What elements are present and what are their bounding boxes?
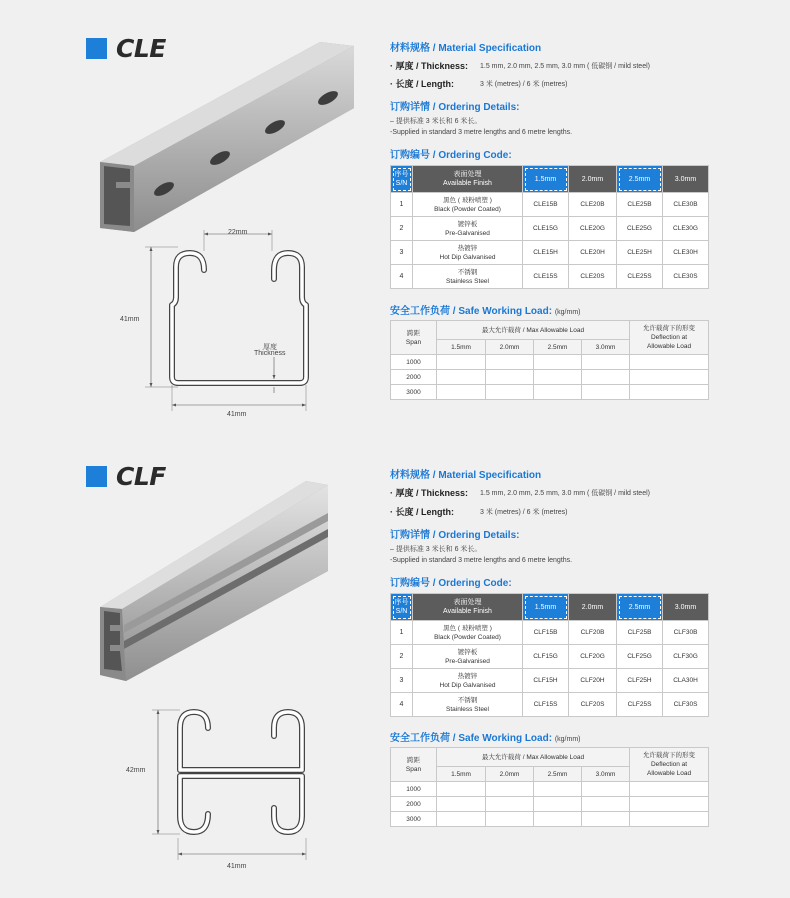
dim-top: 22mm	[228, 229, 248, 236]
code-cell: CLE30H	[663, 241, 709, 265]
code-cell: CLF20B	[569, 621, 617, 645]
code-cell: CLF25S	[617, 693, 663, 717]
dim-width: 41mm	[227, 863, 247, 870]
row-finish: 热镀锌 Hot Dip Galvanised	[413, 241, 523, 265]
table-row	[391, 645, 709, 669]
model-title: CLE	[116, 34, 166, 63]
table-row	[391, 385, 709, 400]
span-cell: 1000	[391, 782, 437, 797]
ordering-note-en: -Supplied in standard 3 metre lengths and 6 metre lengths.	[390, 129, 573, 136]
thickness-header: 2.5mm	[534, 340, 582, 355]
code-cell: CLE20G	[569, 217, 617, 241]
sn-header: 序号 S/N	[391, 594, 413, 621]
section-clf	[0, 430, 790, 898]
load-heading: 安全工作负荷 / Safe Working Load: (kg/mm)	[390, 733, 581, 744]
span-header: 跨距 Span	[391, 748, 437, 782]
thickness-header: 2.5mm	[617, 166, 663, 193]
dim-thickness-en: Thickness	[254, 350, 286, 357]
span-cell: 3000	[391, 812, 437, 827]
code-cell: CLE15S	[523, 265, 569, 289]
max-load-header: 最大允许载荷 / Max Allowable Load	[437, 748, 630, 767]
code-cell: CLE15G	[523, 217, 569, 241]
row-finish: 黑色 ( 玻粉喷塑 ) Black (Powder Coated)	[413, 193, 523, 217]
material-heading: 材料规格 / Material Specification	[390, 470, 542, 481]
length-value: 3 米 (metres) / 6 米 (metres)	[480, 509, 568, 516]
length-label: · 长度 / Length:	[390, 79, 454, 89]
dim-width: 41mm	[227, 411, 247, 418]
row-sn: 3	[391, 241, 413, 265]
code-cell: CLF25H	[617, 669, 663, 693]
span-cell: 2000	[391, 370, 437, 385]
thickness-header: 2.0mm	[486, 340, 534, 355]
table-row	[391, 621, 709, 645]
thickness-header: 1.5mm	[437, 340, 486, 355]
table-header-row	[391, 321, 709, 340]
code-cell: CLE20S	[569, 265, 617, 289]
span-cell: 2000	[391, 797, 437, 812]
thickness-value: 1.5 mm, 2.0 mm, 2.5 mm, 3.0 mm ( 低碳钢 / mild steel)	[480, 490, 650, 497]
thickness-label: · 厚度 / Thickness:	[390, 488, 469, 498]
ordering-code-table	[390, 165, 709, 289]
thickness-value: 1.5 mm, 2.0 mm, 2.5 mm, 3.0 mm ( 低碳钢 / mild steel)	[480, 63, 650, 70]
ordering-heading: 订购详情 / Ordering Details:	[390, 530, 520, 541]
code-cell: CLE20H	[569, 241, 617, 265]
thickness-label: · 厚度 / Thickness:	[390, 61, 469, 71]
row-finish: 镀锌板 Pre-Galvanised	[413, 217, 523, 241]
deflection-header: 允许载荷下的形变 Deflection at Allowable Load	[630, 321, 709, 355]
code-cell: CLF20H	[569, 669, 617, 693]
code-cell: CLF20G	[569, 645, 617, 669]
row-sn: 1	[391, 621, 413, 645]
table-row	[391, 669, 709, 693]
thickness-header: 1.5mm	[523, 594, 569, 621]
safe-working-load-table	[390, 747, 709, 827]
finish-header: 表面处理 Available Finish	[413, 166, 523, 193]
table-header-row	[391, 166, 709, 193]
table-row	[391, 370, 709, 385]
code-cell: CLA30H	[663, 669, 709, 693]
ordering-code-table	[390, 593, 709, 717]
dim-height: 42mm	[126, 767, 146, 774]
finish-header: 表面处理 Available Finish	[413, 594, 523, 621]
code-cell: CLE30S	[663, 265, 709, 289]
code-heading: 订购编号 / Ordering Code:	[390, 150, 512, 161]
table-row	[391, 355, 709, 370]
load-heading: 安全工作负荷 / Safe Working Load: (kg/mm)	[390, 306, 581, 317]
channel-3d-image	[92, 475, 342, 685]
table-row	[391, 217, 709, 241]
code-cell: CLF15G	[523, 645, 569, 669]
dim-thickness-cn: 厚度	[263, 344, 277, 351]
material-heading: 材料规格 / Material Specification	[390, 43, 542, 54]
row-finish: 不锈钢 Stainless Steel	[413, 693, 523, 717]
thickness-header: 3.0mm	[663, 594, 709, 621]
span-cell: 1000	[391, 355, 437, 370]
row-sn: 2	[391, 645, 413, 669]
code-cell: CLF30G	[663, 645, 709, 669]
code-cell: CLF15H	[523, 669, 569, 693]
sn-header: 序号 S/N	[391, 166, 413, 193]
clf-cross-section	[112, 698, 322, 878]
thickness-header: 3.0mm	[663, 166, 709, 193]
table-header-row	[391, 748, 709, 767]
code-cell: CLE25B	[617, 193, 663, 217]
table-row	[391, 797, 709, 812]
ordering-heading: 订购详情 / Ordering Details:	[390, 102, 520, 113]
code-heading: 订购编号 / Ordering Code:	[390, 578, 512, 589]
length-value: 3 米 (metres) / 6 米 (metres)	[480, 81, 568, 88]
thickness-header: 1.5mm	[523, 166, 569, 193]
deflection-header: 允许载荷下的形变 Deflection at Allowable Load	[630, 748, 709, 782]
safe-working-load-table	[390, 320, 709, 400]
thickness-header: 3.0mm	[582, 340, 630, 355]
row-finish: 镀锌板 Pre-Galvanised	[413, 645, 523, 669]
row-sn: 4	[391, 265, 413, 289]
dim-height: 41mm	[120, 316, 140, 323]
channel-3d-image	[92, 36, 362, 241]
code-cell: CLF30B	[663, 621, 709, 645]
code-cell: CLF25G	[617, 645, 663, 669]
row-sn: 4	[391, 693, 413, 717]
max-load-header: 最大允许载荷 / Max Allowable Load	[437, 321, 630, 340]
length-label: · 长度 / Length:	[390, 507, 454, 517]
thickness-header: 1.5mm	[437, 767, 486, 782]
code-cell: CLE15B	[523, 193, 569, 217]
code-cell: CLF15S	[523, 693, 569, 717]
thickness-header: 2.0mm	[569, 594, 617, 621]
thickness-header: 2.5mm	[617, 594, 663, 621]
span-header: 跨距 Span	[391, 321, 437, 355]
span-cell: 3000	[391, 385, 437, 400]
table-row	[391, 693, 709, 717]
row-sn: 2	[391, 217, 413, 241]
row-finish: 热镀锌 Hot Dip Galvanised	[413, 669, 523, 693]
code-cell: CLE25S	[617, 265, 663, 289]
thickness-header: 2.5mm	[534, 767, 582, 782]
row-finish: 黑色 ( 玻粉喷塑 ) Black (Powder Coated)	[413, 621, 523, 645]
code-cell: CLF30S	[663, 693, 709, 717]
table-header-row	[391, 594, 709, 621]
code-cell: CLE30G	[663, 217, 709, 241]
cle-cross-section	[112, 225, 322, 425]
table-row	[391, 782, 709, 797]
table-row	[391, 241, 709, 265]
thickness-header: 2.0mm	[486, 767, 534, 782]
row-sn: 3	[391, 669, 413, 693]
thickness-header: 2.0mm	[569, 166, 617, 193]
ordering-note-cn: – 提供标准 3 米长和 6 米长。	[390, 118, 482, 125]
ordering-note-en: -Supplied in standard 3 metre lengths and 6 metre lengths.	[390, 557, 573, 564]
code-cell: CLE25G	[617, 217, 663, 241]
code-cell: CLF15B	[523, 621, 569, 645]
section-cle	[0, 0, 790, 430]
thickness-header: 3.0mm	[582, 767, 630, 782]
table-row	[391, 265, 709, 289]
row-finish: 不锈钢 Stainless Steel	[413, 265, 523, 289]
code-cell: CLE20B	[569, 193, 617, 217]
code-cell: CLE30B	[663, 193, 709, 217]
code-cell: CLF25B	[617, 621, 663, 645]
table-row	[391, 193, 709, 217]
ordering-note-cn: – 提供标准 3 米长和 6 米长。	[390, 546, 482, 553]
code-cell: CLE15H	[523, 241, 569, 265]
row-sn: 1	[391, 193, 413, 217]
code-cell: CLE25H	[617, 241, 663, 265]
code-cell: CLF20S	[569, 693, 617, 717]
table-row	[391, 812, 709, 827]
model-title: CLF	[116, 462, 166, 491]
